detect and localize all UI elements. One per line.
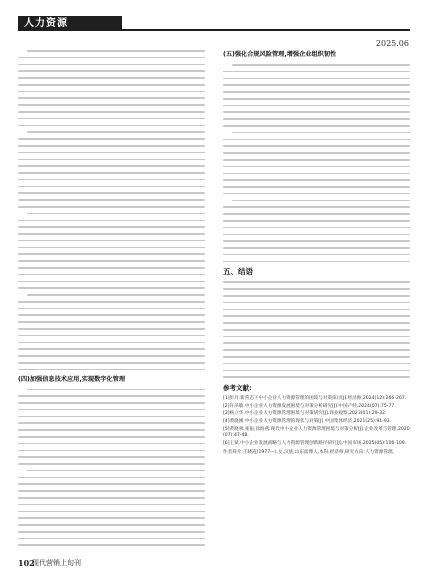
text-line — [223, 336, 410, 338]
text-line — [18, 220, 205, 222]
text-line — [18, 118, 205, 120]
text-line — [223, 281, 410, 283]
text-line — [18, 281, 205, 283]
text-line — [18, 165, 205, 167]
text-line — [223, 173, 410, 175]
text-line — [18, 240, 205, 242]
text-line — [18, 477, 205, 479]
text-line — [223, 91, 410, 93]
text-line — [18, 497, 205, 499]
text-line — [18, 253, 205, 255]
text-line — [223, 179, 410, 181]
text-line — [18, 77, 205, 79]
text-line — [27, 50, 205, 52]
text-line — [18, 111, 205, 113]
text-line — [18, 409, 205, 411]
conclusion-heading: 五、结语 — [223, 267, 253, 277]
text-line — [223, 309, 410, 311]
text-line — [18, 429, 205, 431]
text-line — [18, 226, 205, 228]
text-line — [27, 470, 205, 472]
text-line — [18, 179, 205, 181]
text-line — [223, 302, 410, 304]
text-line — [223, 139, 410, 141]
text-line — [223, 376, 410, 378]
text-line — [18, 511, 205, 513]
references-heading: 参考文献: — [223, 384, 252, 393]
text-line — [18, 192, 205, 194]
reference-item: [5]黄晓翠,张振,徐海燕.现代中小企业人力资源管理困境与对策分析[J].企业改革与管理,2020(07):47-48. — [223, 426, 410, 439]
text-line — [18, 355, 205, 357]
text-line — [18, 369, 205, 371]
text-line — [18, 247, 205, 249]
text-line — [18, 362, 205, 364]
text-line — [18, 57, 205, 59]
text-line — [18, 416, 205, 418]
text-line — [18, 524, 205, 526]
text-line — [223, 193, 410, 195]
text-line — [232, 200, 410, 202]
text-line — [223, 288, 410, 290]
text-line — [223, 111, 410, 113]
text-line — [232, 132, 410, 134]
text-line — [223, 118, 410, 120]
text-line — [223, 356, 410, 358]
section-label-bar — [18, 16, 122, 31]
text-line — [223, 370, 410, 372]
text-line — [18, 84, 205, 86]
text-line — [18, 342, 205, 344]
text-line — [27, 213, 205, 215]
body-text-block — [18, 50, 205, 370]
text-line — [223, 247, 410, 249]
text-line — [223, 98, 410, 100]
section-heading: (四)加强信息技术应用,实现数字化管理 — [18, 375, 126, 383]
text-line — [223, 206, 410, 208]
text-line — [18, 206, 205, 208]
text-line — [18, 490, 205, 492]
text-line — [18, 314, 205, 316]
text-line — [223, 145, 410, 147]
text-line — [18, 186, 205, 188]
text-line — [18, 233, 205, 235]
text-line — [18, 531, 205, 533]
text-line — [223, 213, 410, 215]
text-line — [223, 105, 410, 107]
section-heading: (五)强化合规风险管理,增强企业组织韧性 — [223, 51, 337, 58]
right-column — [223, 50, 410, 457]
text-line — [18, 544, 205, 546]
text-line — [232, 64, 410, 66]
text-line — [223, 315, 410, 317]
issue-date: 2025.06 — [375, 39, 409, 48]
text-line — [223, 159, 410, 161]
text-line — [18, 260, 205, 262]
reference-item: [4]黄晓刚.中小企业人力资源管理的现状与对策[J].中国集体经济,2021(25):91-93. — [223, 418, 392, 424]
left-column — [18, 50, 205, 551]
text-line — [18, 436, 205, 438]
text-line — [223, 227, 410, 229]
text-line — [18, 463, 205, 465]
text-line — [18, 483, 205, 485]
text-line — [18, 138, 205, 140]
text-line — [18, 152, 205, 154]
text-line — [18, 287, 205, 289]
text-line — [18, 274, 205, 276]
text-line — [18, 97, 205, 99]
text-line — [223, 349, 410, 351]
author-note: 作者简介:王晓霞(1977—),女,汉族,山东淄博人,本科,经济师,研究方向:人力资源管理。 — [223, 450, 398, 456]
reference-item: [2]许泽敏.中小企业人力资源发展困境与对策分析研究[J].中国产经,2024(07):75-77. — [223, 403, 396, 409]
text-line — [18, 402, 205, 404]
text-line — [18, 199, 205, 201]
text-line — [223, 220, 410, 222]
text-line — [27, 131, 205, 133]
text-line — [18, 443, 205, 445]
text-line — [18, 159, 205, 161]
text-line — [223, 186, 410, 188]
text-line — [18, 125, 205, 127]
text-line — [223, 322, 410, 324]
text-line — [27, 294, 205, 296]
text-line — [223, 254, 410, 256]
text-line — [223, 329, 410, 331]
reference-list — [223, 396, 410, 447]
text-line — [223, 78, 410, 80]
text-line — [223, 261, 410, 263]
text-line — [18, 348, 205, 350]
text-line — [223, 363, 410, 365]
body-text-block — [223, 281, 410, 378]
body-text-block — [223, 64, 410, 262]
text-line — [18, 504, 205, 506]
text-line — [18, 328, 205, 330]
text-line — [18, 91, 205, 93]
text-line — [18, 172, 205, 174]
text-line — [18, 145, 205, 147]
text-line — [223, 125, 410, 127]
text-line — [18, 538, 205, 540]
text-line — [223, 234, 410, 236]
body-text-block — [18, 389, 205, 547]
text-line — [18, 308, 205, 310]
text-line — [223, 342, 410, 344]
text-line — [18, 450, 205, 452]
page-number: 102 — [18, 558, 35, 568]
text-line — [18, 321, 205, 323]
text-line — [27, 389, 205, 391]
reference-item: [3]杨立华.中小企业人力资源管理困境与对策研究[J].商业观察,2023(01):29-32. — [223, 411, 387, 417]
text-line — [18, 335, 205, 337]
text-line — [18, 456, 205, 458]
text-line — [223, 152, 410, 154]
reference-item: [1]彭丹.新常态下中小企业人力资源管理的困境与对策探讨[J].经济师,2024(12):266-267. — [223, 396, 407, 402]
text-line — [18, 70, 205, 72]
text-line — [18, 517, 205, 519]
header-rule — [122, 29, 410, 31]
text-line — [223, 71, 410, 73]
text-line — [223, 166, 410, 168]
journal-title: 现代营销上旬刊 — [32, 559, 81, 567]
text-line — [18, 395, 205, 397]
text-line — [223, 295, 410, 297]
reference-item: [6]王斌.中小企业发展战略与人力资源管理创新路径研究[J].中国市场,2025(05):106-109. — [223, 440, 407, 446]
text-line — [18, 301, 205, 303]
text-line — [18, 267, 205, 269]
text-line — [18, 104, 205, 106]
text-line — [223, 240, 410, 242]
section-label: 人力资源 — [24, 18, 68, 29]
text-line — [18, 422, 205, 424]
text-line — [223, 84, 410, 86]
text-line — [18, 64, 205, 66]
